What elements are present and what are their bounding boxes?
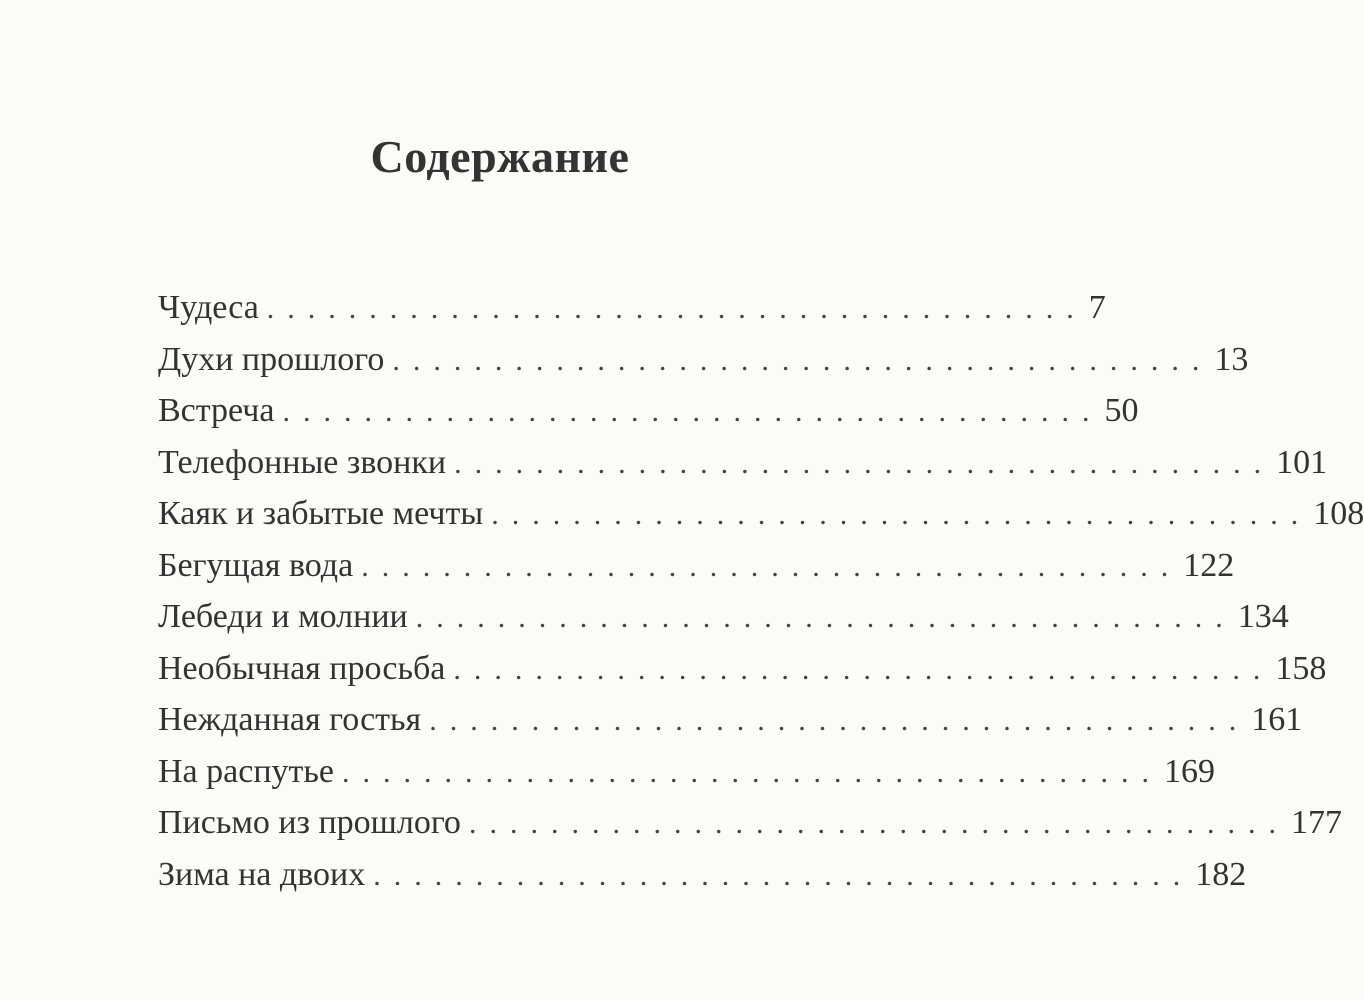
table-of-contents [158,282,1364,900]
dot-leader: ........................................ [373,858,1194,892]
toc-entry [158,797,1342,849]
toc-entry-title: Необычная просьба [158,649,446,687]
toc-entry-title: Чудеса [158,289,259,326]
toc-entry [158,437,1328,489]
page-title: Содержание [370,131,630,182]
toc-entry-title: Духи прошлого [158,340,385,378]
dot-leader: ........................................ [415,601,1236,634]
dot-leader: ........................................ [453,652,1274,686]
dot-leader: ........................................ [341,755,1162,789]
toc-entry-page: 158 [1275,649,1327,687]
dot-leader: ........................................ [392,343,1213,377]
dot-leader: ........................................ [282,395,1103,428]
toc-entry-title: Письмо из прошлого [158,804,461,841]
toc-entry-title: Лебеди и молнии [158,598,408,635]
toc-entry-page: 13 [1214,340,1249,378]
toc-entry-title: Телефонные звонки [158,443,447,481]
toc-entry [158,488,1364,540]
toc-entry-page: 161 [1251,701,1303,738]
toc-entry-page: 134 [1237,598,1289,635]
dot-leader: ........................................ [361,549,1182,583]
toc-entry-title: Зима на двоих [158,855,366,893]
toc-entry-title: Каяк и забытые мечты [158,495,484,532]
toc-entry [158,746,1215,798]
toc-entry [158,694,1303,746]
toc-entry-page: 122 [1183,546,1235,584]
dot-leader: ........................................ [266,292,1087,325]
toc-entry-title: Бегущая вода [158,546,354,584]
toc-entry-title: На распутье [158,752,334,790]
toc-entry-page: 169 [1163,752,1215,790]
toc-entry-page: 108 [1313,495,1364,532]
toc-entry-title: Нежданная гостья [158,701,422,738]
dot-leader: ........................................ [454,446,1275,480]
toc-entry [158,334,1249,386]
dot-leader: ........................................ [429,704,1250,737]
toc-entry [158,591,1289,643]
toc-entry-page: 7 [1088,289,1106,326]
toc-entry [158,643,1327,695]
toc-entry [158,849,1247,901]
dot-leader: ........................................ [468,807,1289,840]
toc-entry [158,385,1139,437]
toc-entry [158,282,1106,334]
toc-entry-page: 101 [1276,443,1328,481]
toc-entry [158,540,1235,592]
dot-leader: ........................................ [491,498,1312,531]
toc-entry-title: Встреча [158,392,275,429]
toc-entry-page: 50 [1104,392,1139,429]
toc-entry-page: 182 [1195,855,1247,893]
toc-entry-page: 177 [1290,804,1342,841]
